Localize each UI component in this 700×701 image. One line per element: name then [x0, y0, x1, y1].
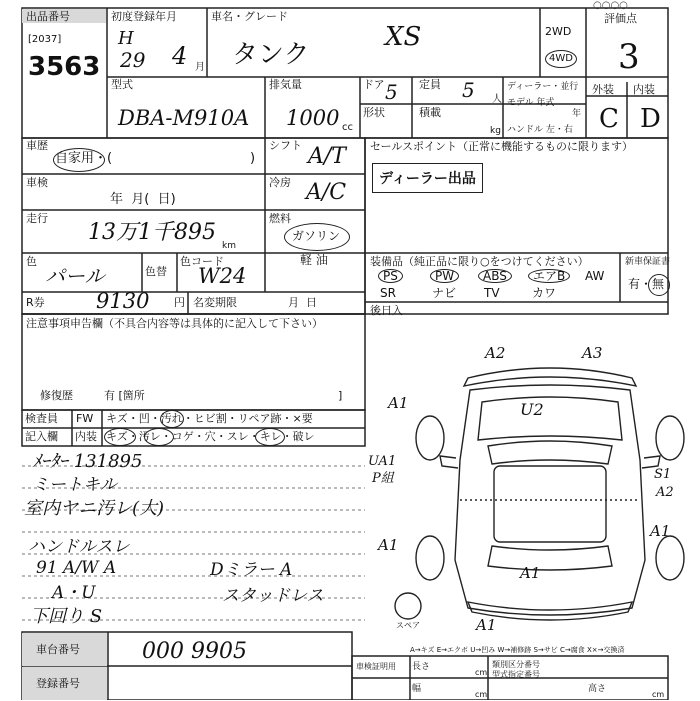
chassis-label: 車台番号	[36, 643, 80, 656]
fuel-label: 燃料	[269, 212, 291, 225]
inspector-label-1: 検査員	[25, 412, 58, 425]
ac-label: 冷房	[269, 176, 291, 189]
lot-number: 3563	[28, 52, 101, 82]
diagram-mark-4: U2	[520, 400, 544, 419]
interior-value: D	[640, 104, 661, 134]
equip-ps: PS	[378, 269, 403, 283]
diagram-mark-6: P組	[372, 471, 394, 486]
diagram-mark-5: UA1	[368, 454, 397, 469]
score-top-text: ○○○○	[593, 0, 628, 11]
type-label: 型式	[111, 78, 133, 91]
recycle-value: 9130	[96, 289, 150, 313]
first-reg-label: 初度登録年月	[111, 10, 177, 23]
cert-label: 車検証明用	[356, 662, 396, 671]
diagram-mark-12: A1	[476, 616, 497, 634]
class-label: 類別区分番号	[492, 660, 540, 669]
equip-tv: TV	[484, 286, 500, 300]
rear-seat-label: 後日入	[370, 304, 403, 317]
displacement-unit: cc	[342, 122, 353, 133]
repair-value: 有 [箇所	[104, 389, 145, 402]
color-swap-label: 色替	[145, 265, 167, 278]
fuel-alt: 軽 油	[300, 253, 328, 267]
remark-line-1: ﾒｰﾀｰ 131895	[32, 451, 143, 472]
handle-label: ハンドル 左・右	[507, 125, 573, 135]
lot-label: 出品番号	[26, 10, 70, 23]
equip-sr: SR	[380, 286, 396, 300]
mileage-value: 13万1千895	[88, 220, 216, 245]
width-label: 幅	[412, 684, 422, 694]
recycle-label: R券	[26, 296, 45, 309]
fw-circle	[160, 410, 184, 428]
drive-2wd: 2WD	[545, 25, 572, 38]
notes-label: 注意事項申告欄（不具合内容等は具体的に記入して下さい）	[26, 317, 323, 330]
drive-4wd: 4WD	[545, 50, 577, 68]
diagram-mark-1: A2	[485, 344, 506, 362]
width-cm: cm	[475, 690, 488, 699]
name-change-value: 月 日	[288, 296, 317, 309]
remark-line-5: 91 A/W A	[36, 558, 117, 578]
equip-leather: カワ	[532, 286, 557, 300]
reg-month: 4	[172, 42, 188, 70]
score: 3	[618, 37, 640, 77]
warranty-label: 新車保証書	[625, 257, 671, 267]
score-label: 評価点	[604, 12, 637, 25]
load-unit: kg	[490, 126, 501, 136]
exterior-label: 外装	[592, 83, 614, 96]
sales-label: セールスポイント（正常に機能するものに限ります）	[370, 140, 634, 153]
capacity-value: 5	[462, 78, 475, 102]
displacement-label: 排気量	[269, 78, 302, 91]
capacity-label: 定員	[419, 78, 441, 91]
remark-line-2: ミートキル	[32, 475, 117, 495]
color-code-label: 色コード	[180, 255, 224, 268]
remark-line-7: 下回り S	[30, 606, 103, 627]
history-close: )	[250, 151, 256, 166]
remark-right-2: スタッドレス	[222, 586, 324, 606]
inspector-label-2: 記入欄	[25, 430, 58, 443]
inspector-interior-items: キズ・汚レ・コゲ・穴・スレ・キレ・破レ	[106, 430, 315, 443]
interior-label: 内装	[633, 83, 655, 96]
car-diagram	[360, 340, 700, 640]
diagram-mark-3: A1	[388, 394, 409, 412]
height-cm: cm	[652, 690, 665, 699]
equip-navi: ナビ	[432, 286, 457, 300]
lot-sub: [2037]	[28, 34, 62, 45]
model-year-label: モデル 年式	[507, 98, 555, 108]
mileage-label: 走行	[26, 212, 48, 225]
load-label: 積載	[419, 106, 441, 119]
equip-pw: PW	[430, 269, 459, 283]
spare-label: スペア	[396, 621, 420, 630]
doors-value: 5	[385, 80, 398, 104]
diagram-mark-7: S1	[654, 467, 672, 482]
month-unit: 月	[195, 62, 205, 73]
history-circle	[53, 148, 105, 172]
warranty-circle	[648, 274, 670, 296]
shift-label: シフト	[269, 139, 302, 152]
model-num-label: 型式指定番号	[492, 670, 540, 679]
remark-line-6: A・U	[52, 583, 96, 603]
ac-value: A/C	[306, 180, 347, 205]
length-label: 長さ	[412, 662, 431, 672]
recycle-unit: 円	[174, 296, 185, 309]
equip-abs: ABS	[478, 269, 512, 283]
grade: XS	[385, 22, 422, 52]
remark-line-3: 室内ヤニ汚レ(大)	[24, 498, 165, 519]
capacity-unit: 人	[492, 94, 502, 105]
exterior-value: C	[599, 104, 619, 134]
dealer-label: ディーラー・並行	[507, 82, 579, 92]
color-value: パール	[45, 264, 105, 288]
fw-label: FW	[76, 412, 94, 425]
reg-year: 29	[120, 48, 146, 72]
model-name: タンク	[232, 40, 310, 70]
sales-value: ディーラー出品	[372, 163, 483, 193]
diagram-mark-9: A1	[650, 522, 671, 540]
fuel-circle	[284, 223, 350, 251]
int-circle-3	[255, 428, 285, 446]
type-value: DBA-M910A	[118, 106, 250, 130]
fw-items: キズ・凹・汚れ・ヒビ割・リペア跡・×要	[106, 412, 313, 425]
inspector-interior-label: 内装	[75, 430, 97, 443]
year-unit: 年	[572, 109, 582, 119]
diagram-mark-10: A1	[378, 536, 399, 554]
mileage-unit: km	[222, 241, 236, 251]
warranty-value: 有・無	[628, 277, 665, 291]
doors-label: ドア	[363, 78, 385, 91]
length-cm: cm	[475, 668, 488, 677]
register-label: 登録番号	[36, 677, 80, 690]
repair-label: 修復歴	[40, 389, 73, 402]
displacement-value: 1000	[286, 106, 340, 130]
history-value: 自家用・(	[55, 151, 113, 166]
inspection-label: 車検	[26, 176, 48, 189]
era: H	[118, 28, 134, 49]
remark-right-1: Dミラー A	[210, 560, 293, 580]
int-circle-2	[144, 428, 174, 446]
color-code-value: W24	[198, 264, 247, 288]
shift-value: A/T	[308, 144, 346, 169]
remark-line-4: ハンドルスレ	[28, 537, 130, 557]
equipment-label: 装備品（純正品に限り○をつけてください）	[370, 255, 589, 268]
fuel-value: ガソリン	[292, 229, 341, 243]
diagram-mark-8: A2	[656, 485, 674, 500]
chassis-value: 000 9905	[142, 639, 247, 664]
history-label: 車歴	[26, 139, 48, 152]
inspection-value: 年 月( 日)	[110, 192, 176, 207]
height-label: 高さ	[588, 684, 607, 694]
legend: A→キズ E→エクボ U→凹み W→補修跡 S→サビ C→腐食 X×→交換済	[410, 646, 625, 654]
int-circle-1	[104, 428, 136, 446]
diagram-mark-2: A3	[582, 344, 603, 362]
name-change-label: 名変期限	[193, 296, 237, 309]
color-label: 色	[26, 255, 37, 268]
repair-close: ]	[338, 389, 343, 402]
shape-label: 形状	[363, 106, 385, 119]
model-label: 車名・グレード	[211, 10, 288, 23]
diagram-mark-11: A1	[520, 564, 541, 582]
equip-airbag: エアB	[528, 269, 570, 283]
equip-aw: AW	[585, 269, 605, 283]
